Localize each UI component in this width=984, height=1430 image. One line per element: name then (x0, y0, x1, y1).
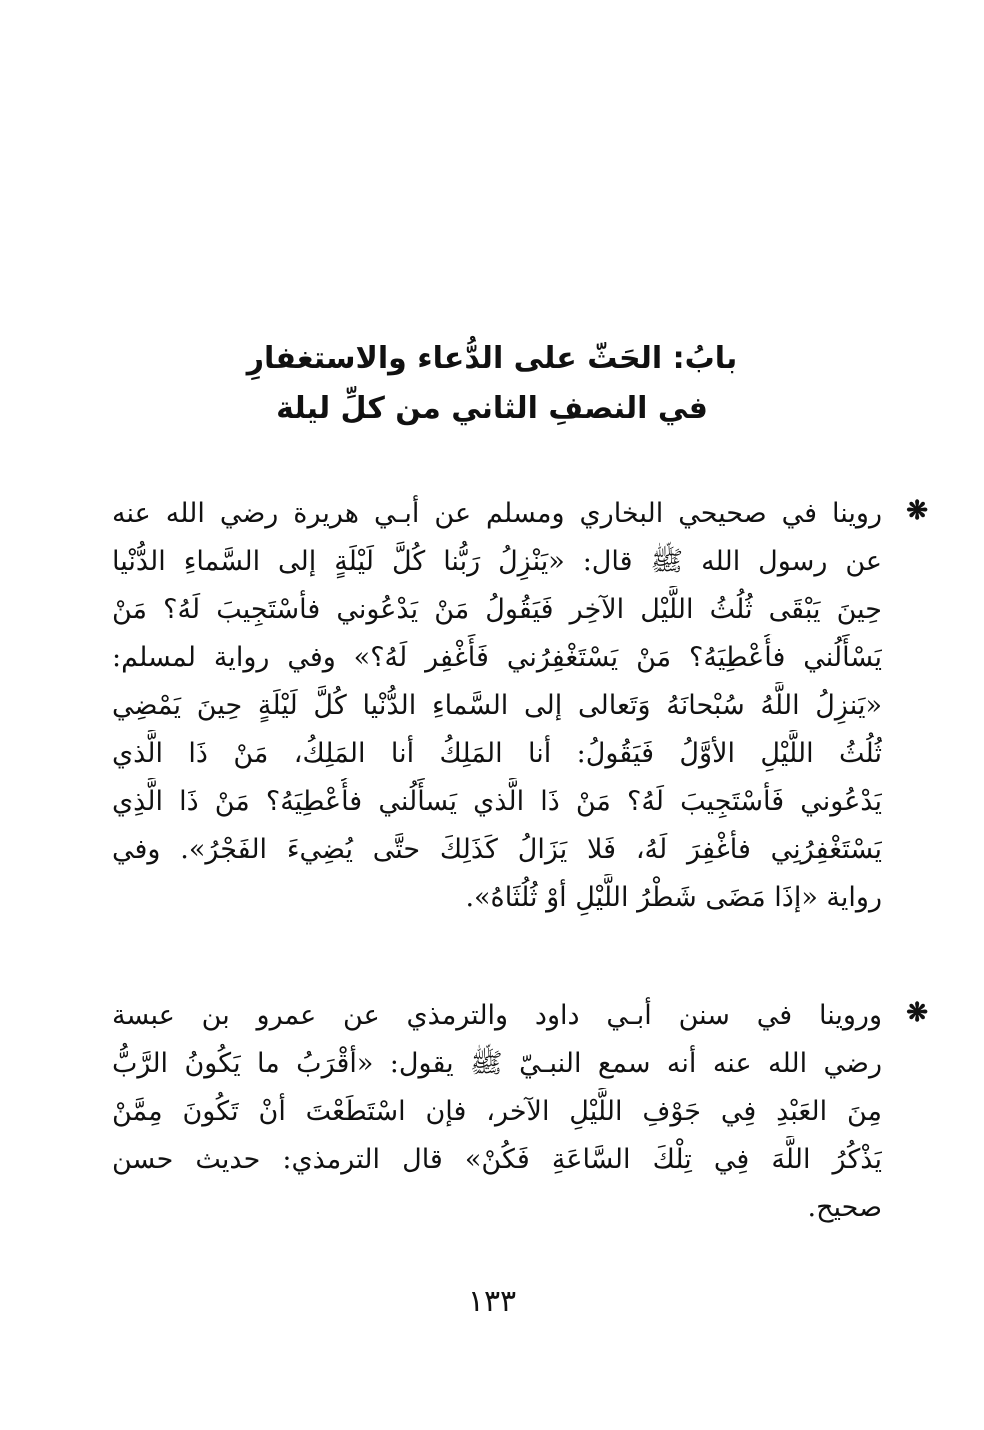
paragraph-marker-icon: ❋ (906, 998, 928, 1028)
text-line: مِنَ العَبْدِ فِي جَوْفِ اللَّيْلِ الآخر، فإن اسْتَطَعْتَ أنْ تَكُونَ مِمَّنْ (112, 1096, 882, 1127)
text-line: رواية «إذَا مَضَى شَطْرُ اللَّيْلِ أوْ ثُلُثَاهُ». (465, 882, 882, 913)
text-line: يَسْأَلُني فأُعْطِيَهُ؟ مَنْ يَسْتَغْفِرُني فَأَغْفِر لَهُ؟» وفي رواية لمسلم: (112, 642, 882, 673)
text-line: صحيح. (807, 1192, 882, 1223)
text-line: يَذْكُرُ اللَّهَ فِي تِلْكَ السَّاعَةِ فَكُنْ» قال الترمذي: حديث حسن (112, 1144, 882, 1175)
text-line: يَدْعُوني فَأسْتَجِيبَ لَهُ؟ مَنْ ذَا الَّذي يَسأَلُني فأُعْطِيَهُ؟ مَنْ ذَا الَّذِي (112, 786, 882, 817)
paragraph-marker-icon: ❋ (906, 496, 928, 526)
text-line: حِينَ يَبْقَى ثُلُثُ اللَّيْل الآخِر فَيَقُولُ مَنْ يَدْعُوني فأسْتَجِيبَ لَهُ؟ مَنْ (112, 594, 882, 625)
text-line: ثُلُثُ اللَّيْلِ الأوَّلُ فَيَقُولُ: أنا المَلِكُ أنا المَلِكُ، مَنْ ذَا الَّذي (112, 738, 882, 769)
chapter-heading (0, 334, 984, 434)
text-line: «يَنزِلُ اللَّهُ سُبْحانَهُ وَتَعالى إلى السَّماءِ الدُّنْيا كُلَّ لَيْلَةٍ حِينَ يَمْضِي (112, 690, 882, 721)
heading-line-1: بابُ: الحَثّ على الدُّعاء والاستغفارِ (246, 341, 738, 376)
hadith-paragraph-2 (112, 992, 928, 1232)
text-line: رضي الله عنه أنه سمع النبـيّ ﷺ يقول: «أقْرَبُ ما يَكُونُ الرَّبُّ (112, 1048, 882, 1079)
page-number: ١٣٣ (467, 1284, 517, 1319)
heading-line-2: في النصفِ الثاني من كلِّ ليلة (276, 391, 708, 426)
text-line: روينا في صحيحي البخاري ومسلم عن أبـي هريرة رضي الله عنه (112, 498, 882, 529)
text-line: وروينا في سنن أبـي داود والترمذي عن عمرو بن عبسة (112, 1000, 882, 1031)
text-line: يَسْتَغْفِرُنِي فأغْفِرَ لَهُ، فَلا يَزَالُ كَذَلِكَ حتَّى يُضِيءَ الفَجْرُ». وفي (112, 834, 882, 865)
hadith-paragraph-1 (112, 490, 928, 922)
text-line: عن رسول الله ﷺ قال: «يَنْزِلُ رَبُّنا كُلَّ لَيْلَةٍ إلى السَّماءِ الدُّنْيا (112, 546, 882, 577)
